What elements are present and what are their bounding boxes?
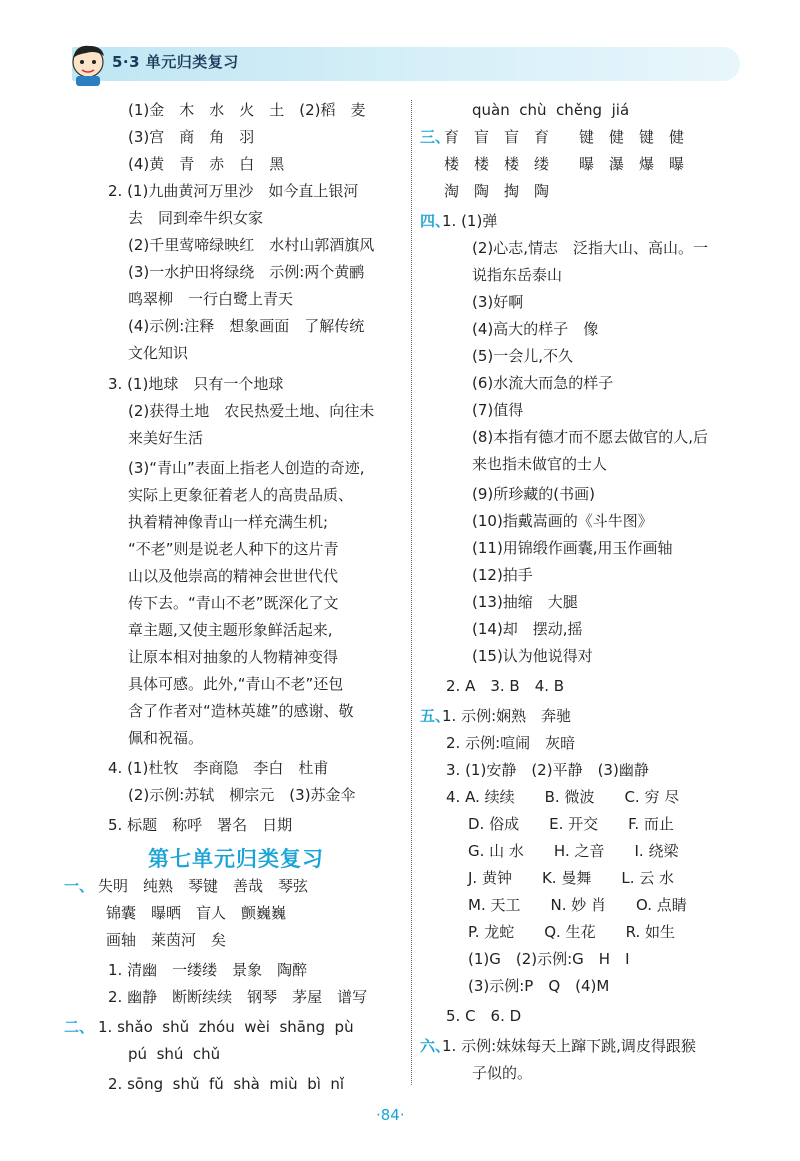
right-answer-line: 1. 示例:妹妹每天上蹿下跳,调皮得跟猴	[442, 1037, 696, 1055]
right-answer-line: 4. A. 续续 B. 微波 C. 穷 尽	[446, 788, 680, 806]
left-section-marker: 二、	[64, 1018, 95, 1036]
left-answer-line: (4)黄 青 赤 白 黑	[128, 155, 285, 173]
left-answer-line: (3)“青山”表面上指老人创造的奇迹,	[128, 459, 365, 477]
right-answer-line: (4)高大的样子 像	[472, 320, 599, 338]
right-answer-line: (9)所珍藏的(书画)	[472, 485, 595, 503]
left-answer-line: 执着精神像青山一样充满生机;	[128, 513, 329, 531]
right-answer-line: 5. C 6. D	[446, 1007, 522, 1025]
left-answer-line: (4)示例:注释 想象画面 了解传统	[128, 317, 365, 335]
right-answer-line: 2. 示例:喧闹 灰暗	[446, 734, 576, 752]
left-answer-line: 去 同到牵牛织女家	[128, 209, 264, 227]
right-section-marker: 五、	[420, 707, 451, 725]
right-answer-line: (7)值得	[472, 401, 524, 419]
left-answer-line: 传下去。“青山不老”既深化了文	[128, 594, 339, 612]
left-answer-line: 1. 清幽 一缕缕 景象 陶醉	[108, 961, 308, 979]
left-answer-line: (1)金 木 水 火 土 (2)稻 麦	[128, 101, 366, 119]
right-section-marker: 四、	[420, 212, 451, 230]
right-answer-line: (14)却 摆动,摇	[472, 620, 583, 638]
right-answer-line: 淘 陶 掏 陶	[444, 182, 550, 200]
right-answer-line: (8)本指有德才而不愿去做官的人,后	[472, 428, 709, 446]
left-answer-line: 4. (1)杜牧 李商隐 李白 杜甫	[108, 759, 329, 777]
left-answer-line: (3)一水护田将绿绕 示例:两个黄鹂	[128, 263, 365, 281]
page-number: ·84·	[376, 1106, 405, 1124]
left-answer-line: (2)获得土地 农民热爱土地、向往未	[128, 402, 375, 420]
right-answer-line: D. 俗成 E. 开交 F. 而止	[468, 815, 674, 833]
right-answer-line: 2. A 3. B 4. B	[446, 677, 565, 695]
left-answer-line: 1. shǎo shǔ zhóu wèi shāng pù	[98, 1018, 354, 1036]
right-answer-line: 1. 示例:娴熟 奔驰	[442, 707, 572, 725]
left-answer-line: pú shú chǔ	[128, 1045, 221, 1063]
right-section-marker: 六、	[420, 1037, 451, 1055]
left-answer-line: 鸣翠柳 一行白鹭上青天	[128, 290, 294, 308]
left-answer-line: 3. (1)地球 只有一个地球	[108, 375, 284, 393]
right-answer-line: 说指东岳泰山	[472, 266, 563, 284]
right-section-marker: 三、	[420, 128, 451, 146]
right-answer-line: J. 黄钟 K. 曼舞 L. 云 水	[468, 869, 674, 887]
left-answer-line: (3)宫 商 角 羽	[128, 128, 255, 146]
right-answer-line: G. 山 水 H. 之音 I. 绕梁	[468, 842, 679, 860]
right-answer-line: (10)指戴嵩画的《斗牛图》	[472, 512, 653, 530]
mascot-boy-icon	[66, 40, 110, 86]
left-answer-line: 2. sōng shǔ fǔ shà miù bì nǐ	[108, 1075, 345, 1093]
right-answer-line: (3)好啊	[472, 293, 524, 311]
left-answer-line: 2. (1)九曲黄河万里沙 如今直上银河	[108, 182, 359, 200]
left-answer-line: (2)示例:苏轼 柳宗元 (3)苏金伞	[128, 786, 356, 804]
left-answer-line: 文化知识	[128, 344, 189, 362]
right-answer-line: 子似的。	[472, 1064, 533, 1082]
right-answer-line: 来也指未做官的士人	[472, 455, 608, 473]
right-answer-line: (2)心志,情志 泛指大山、高山。一	[472, 239, 709, 257]
right-answer-line: 育 盲 盲 育 键 健 键 健	[444, 128, 685, 146]
right-answer-line: 3. (1)安静 (2)平静 (3)幽静	[446, 761, 649, 779]
left-answer-line: 佩和祝福。	[128, 729, 204, 747]
right-answer-line: (6)水流大而急的样子	[472, 374, 614, 392]
left-answer-line: (2)千里莺啼绿映红 水村山郭酒旗风	[128, 236, 375, 254]
right-answer-line: (13)抽缩 大腿	[472, 593, 578, 611]
right-answer-line: (12)拍手	[472, 566, 533, 584]
column-divider	[411, 100, 412, 1085]
left-answer-line: 章主题,又使主题形象鲜活起来,	[128, 621, 333, 639]
left-answer-line: 画轴 莱茵河 矣	[106, 931, 227, 949]
right-answer-line: (15)认为他说得对	[472, 647, 593, 665]
left-answer-line: 失明 纯熟 琴键 善哉 琴弦	[98, 877, 309, 895]
left-answer-line: 让原本相对抽象的人物精神变得	[128, 648, 339, 666]
header-title: 5·3 单元归类复习	[112, 53, 239, 71]
right-answer-line: P. 龙蛇 Q. 生花 R. 如生	[468, 923, 676, 941]
left-answer-line: 锦囊 曝晒 盲人 颤巍巍	[106, 904, 287, 922]
unit-title: 第七单元归类复习	[148, 847, 324, 871]
left-answer-line: 来美好生活	[128, 429, 204, 447]
left-answer-line: 实际上更象征着老人的高贵品质、	[128, 486, 354, 504]
left-answer-line: 5. 标题 称呼 署名 日期	[108, 816, 293, 834]
left-answer-line: “不老”则是说老人种下的这片青	[128, 540, 339, 558]
right-answer-line: 楼 楼 楼 缕 曝 瀑 爆 曝	[444, 155, 685, 173]
left-answer-line: 具体可感。此外,“青山不老”还包	[128, 675, 344, 693]
right-answer-line: quàn chù chěng jiá	[472, 101, 630, 119]
right-answer-line: (5)一会儿,不久	[472, 347, 574, 365]
right-answer-line: 1. (1)弹	[442, 212, 498, 230]
right-answer-line: M. 天工 N. 妙 肖 O. 点睛	[468, 896, 687, 914]
left-answer-line: 山以及他崇高的精神会世世代代	[128, 567, 339, 585]
right-answer-line: (1)G (2)示例:G H I	[468, 950, 630, 968]
left-section-marker: 一、	[64, 877, 95, 895]
left-answer-line: 含了作者对“造林英雄”的感谢、敬	[128, 702, 354, 720]
right-answer-line: (3)示例:P Q (4)M	[468, 977, 610, 995]
left-answer-line: 2. 幽静 断断续续 钢琴 茅屋 谱写	[108, 988, 368, 1006]
right-answer-line: (11)用锦缎作画囊,用玉作画轴	[472, 539, 673, 557]
